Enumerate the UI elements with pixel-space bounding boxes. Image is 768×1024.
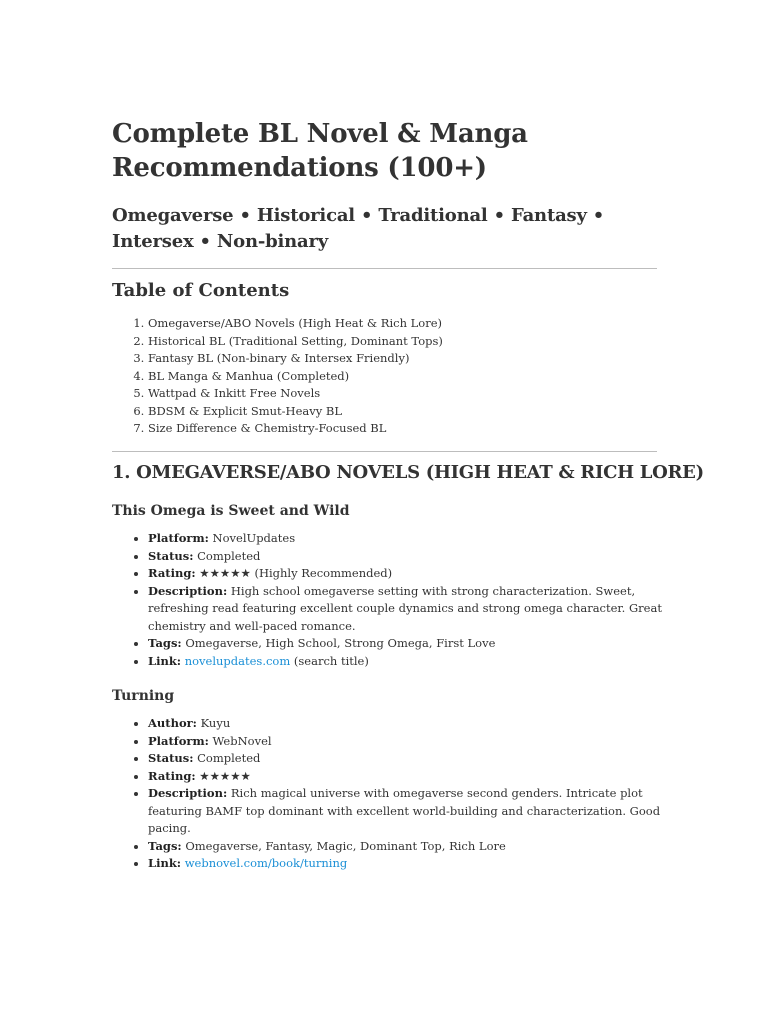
toc-item[interactable]: 6. BDSM & Explicit Smut-Heavy BL (148, 403, 443, 421)
book-rating (148, 768, 668, 786)
field-label: Tags: (148, 838, 182, 853)
field-value: NovelUpdates (212, 531, 296, 545)
toc-item[interactable]: 3. Fantasy BL (Non-binary & Intersex Friendly) (148, 350, 443, 368)
book-author (148, 715, 668, 733)
section-heading: 1. OMEGAVERSE/ABO NOVELS (HIGH HEAT & RICH LORE) (112, 462, 704, 483)
book-title: Turning (112, 688, 175, 704)
book-link (148, 653, 668, 671)
toc-item[interactable]: 4. BL Manga & Manhua (Completed) (148, 368, 443, 386)
book-details (112, 715, 668, 873)
field-value: ★★★★★ (Highly Recommended) (199, 566, 393, 580)
field-value: Omegaverse, High School, Strong Omega, First Love (185, 636, 496, 650)
toc-heading: Table of Contents (112, 280, 290, 301)
field-label: Author: (148, 716, 197, 730)
book-details (112, 530, 668, 670)
field-value: ★★★★★ (199, 768, 251, 783)
field-label: Platform: (148, 531, 209, 545)
page-title: Complete BL Novel & Manga Recommendations (100+) (112, 119, 528, 183)
field-value: Rich magical universe with omegaverse second genders. Intricate plot featuring BAMF top dominant with excellent world-building and characterization. Good pacing. (148, 786, 661, 835)
field-value: High school omegaverse setting with strong characterization. Sweet, refreshing read featuring excellent couple dynamics and strong omega character. Great chemistry and well-paced romance. (148, 583, 662, 633)
field-label: Status: (148, 751, 194, 765)
book-link-anchor[interactable]: webnovel.com/book/turning (184, 856, 348, 870)
field-label: Rating: (148, 566, 196, 580)
field-label: Link: (148, 653, 182, 668)
field-label: Tags: (148, 636, 182, 650)
field-value: Completed (197, 751, 261, 765)
field-value: Kuyu (200, 716, 231, 730)
field-value: (search title) (293, 653, 369, 668)
book-status (148, 750, 668, 768)
book-rating (148, 565, 668, 583)
field-label: Status: (148, 548, 194, 563)
field-label: Description: (148, 786, 228, 800)
book-description (148, 583, 668, 636)
book-link (148, 855, 668, 873)
toc-item[interactable]: 7. Size Difference & Chemistry-Focused BL (148, 420, 443, 438)
field-value: WebNovel (212, 733, 272, 748)
table-of-contents (112, 315, 443, 438)
book-platform (148, 530, 668, 548)
book-title: This Omega is Sweet and Wild (112, 503, 350, 519)
field-value: Omegaverse, Fantasy, Magic, Dominant Top, Rich Lore (185, 838, 506, 853)
book-tags (148, 838, 668, 856)
toc-item[interactable]: 2. Historical BL (Traditional Setting, Dominant Tops) (148, 333, 443, 351)
book-description (148, 785, 668, 838)
field-label: Rating: (148, 768, 196, 783)
book-tags (148, 635, 668, 653)
divider (112, 268, 657, 269)
field-value: Completed (197, 548, 261, 563)
field-label: Link: (148, 856, 182, 870)
toc-item[interactable]: 5. Wattpad & Inkitt Free Novels (148, 385, 443, 403)
field-label: Description: (148, 583, 228, 598)
book-status (148, 548, 668, 566)
divider (112, 451, 657, 452)
toc-item[interactable]: 1. Omegaverse/ABO Novels (High Heat & Rich Lore) (148, 315, 443, 333)
page-subtitle: Omegaverse • Historical • Traditional • Fantasy • Intersex • Non-binary (112, 205, 605, 252)
book-link-anchor[interactable]: novelupdates.com (184, 653, 291, 668)
field-label: Platform: (148, 733, 209, 748)
book-platform (148, 733, 668, 751)
